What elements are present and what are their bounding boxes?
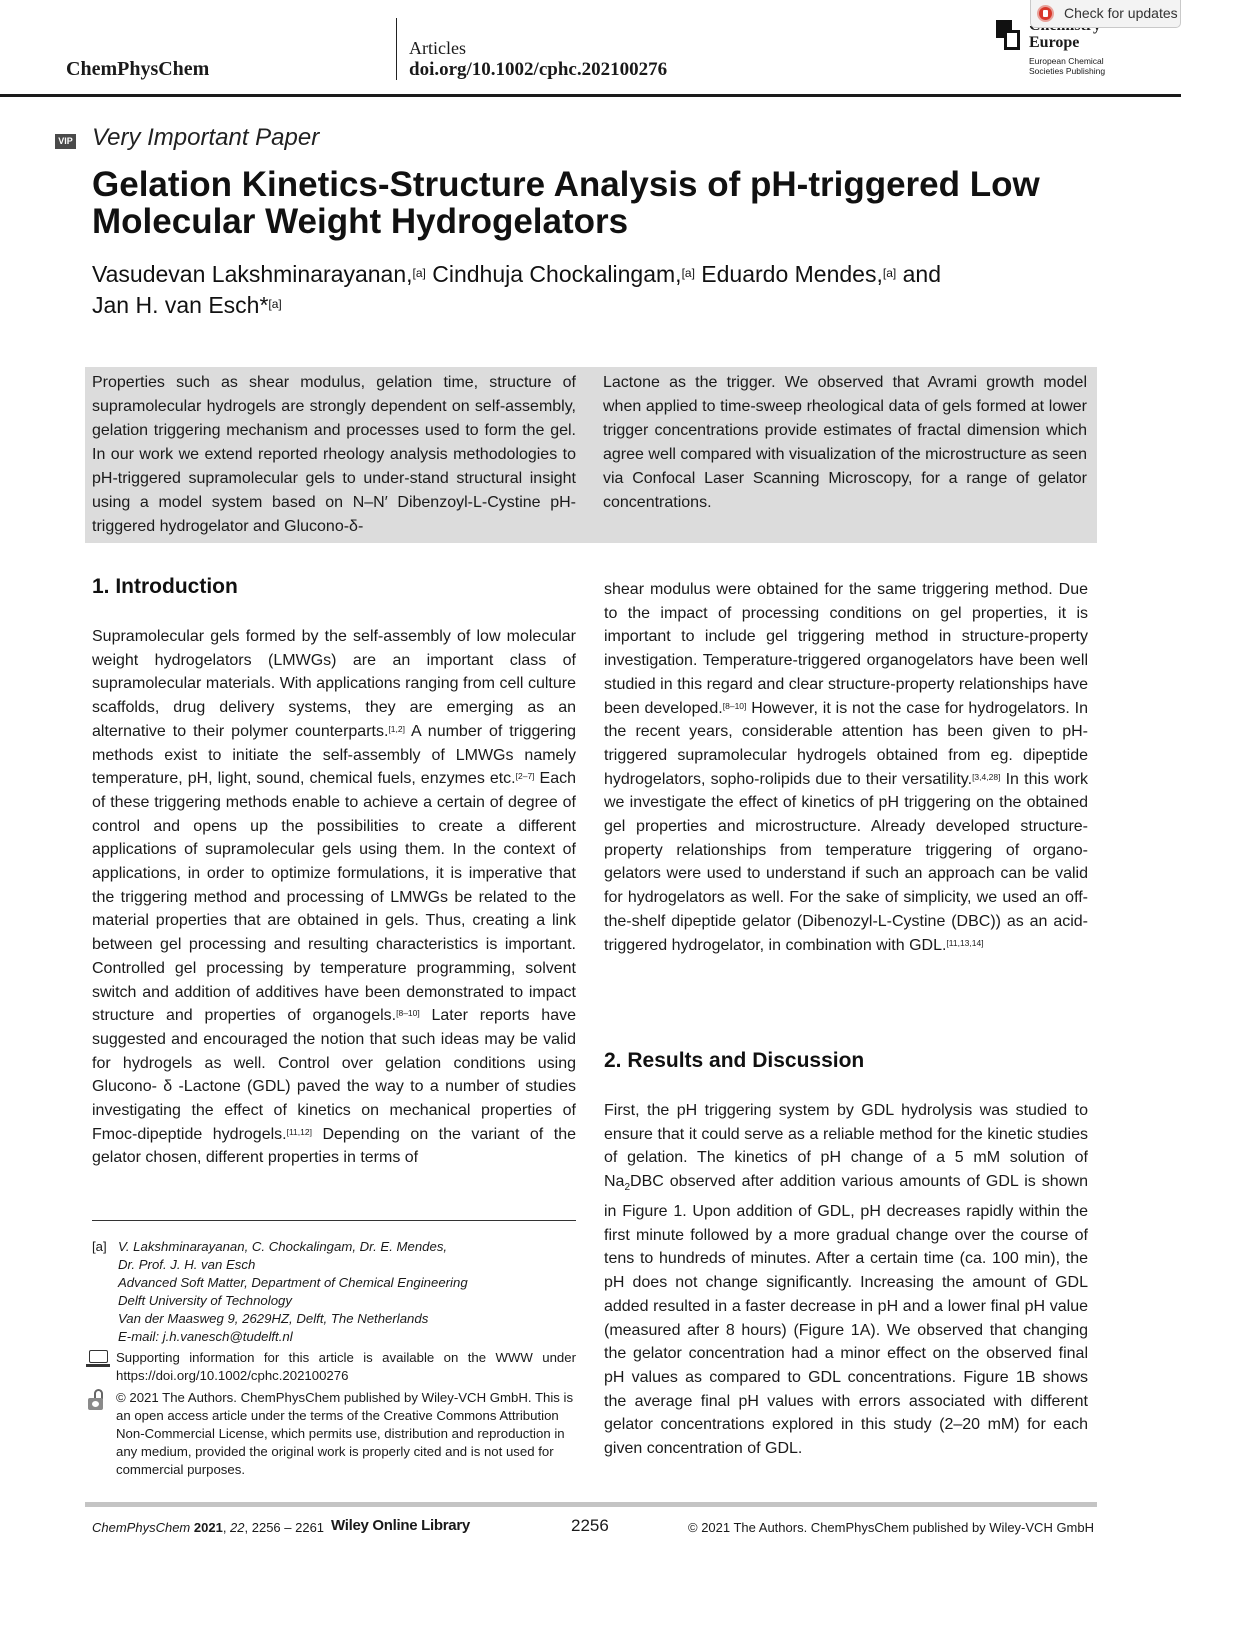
section-label: Articles — [409, 38, 466, 58]
supporting-info-text[interactable]: Supporting information for this article is available on the WWW under https://doi.org/10.1002/cphc.202100276 — [116, 1350, 576, 1383]
author-conjunction: and — [902, 261, 941, 287]
citation-ref[interactable]: [11,13,14] — [946, 937, 984, 948]
intro-paragraph-left: Supramolecular gels formed by the self-assembly of low molecular weight hydrogelators (LMWGs) are an important class of supramolecular materials. With applications ranging from cell culture scaffolds, drug delivery systems, they are emerging as an alternative to their polymer counterparts.[1,2] A number of triggering methods exist to initiate the self-assembly of LMWGs namely temperature, pH, light, sound, chemical fuels, enzymes etc.[2–7] Each of these triggering methods enable to achieve a certain of degree of control and opens up the possibilities to create a different applications of supramolecular gels using them. In the context of applications, in order to optimize formulations, it is imperative that the triggering method and processing of LMWGs be related to the material properties that are obtained in gels. Thus, creating a link between gel processing and resulting characteristics is important. Controlled gel processing by temperature programming, solvent switch and addition of additives have been demonstrated to impact structure and properties of organogels.[8–10] Later reports have suggested and encouraged the notion that such ideas may be valid for hydrogels as well. Control over gelation conditions using Glucono- δ -Lactone (GDL) paved the way to a number of studies investigating the effect of kinetics on mechanical properties of Fmoc-dipeptide hydrogels.[11,12] Depending on the variant of the gelator chosen, different properties in terms of — [92, 628, 577, 1167]
intro-paragraph-right: shear modulus were obtained for the same triggering method. Due to the impact of processing conditions on gel properties, it is important to include gel triggering method in structure-property investigation. Temperature-triggered organogelators have been well studied in this regard and clear structure-property relationships have been developed.[8–10] However, it is not the case for hydrogelators. In the recent years, considerable attention has been given to pH-triggered supramolecular hydrogels obtained from eg. dipeptide hydrogelators, sopho-rolipids due to their versatility.[3,4,28] In this work we investigate the effect of kinetics of pH triggering on the obtained gel properties and microstructure. Already developed structure-property relationships from temperature triggering of organo-gelators were used to understand if such an approach can be valid for hydrogelators as well. For the sake of simplicity, we used an off-the-shelf dipeptide gelator (Dibenozyl-L-Cystine (DBC)) as an acid-triggered hydrogelator, in combination with GDL.[11,13,14] — [604, 581, 1089, 954]
open-access-text: © 2021 The Authors. ChemPhysChem published by Wiley-VCH GmbH. This is an open access article under the terms of the Creative Commons Attribution Non-Commercial License, which permits use, distribution and reproduction in any medium, provided the original work is properly cited and is not used for commercial purposes. — [116, 1390, 574, 1477]
author-affiliation-mark: [a] — [681, 266, 695, 280]
vip-badge: VIP — [55, 134, 76, 149]
author-email[interactable]: E-mail: j.h.vanesch@tudelft.nl — [118, 1329, 293, 1344]
citation-ref[interactable]: [2–7] — [515, 771, 535, 782]
footnote-rule — [92, 1220, 576, 1221]
affiliation-label: [a] — [92, 1239, 107, 1254]
abstract-column-1: Properties such as shear modulus, gelation time, structure of supramolecular hydrogels are strongly dependent on self-assembly, gelation triggering mechanism and processes used to form the gel. In our work we extend reported rheology analysis methodologies to pH-triggered supramolecular gels to under-stand structural insight using a model system based on N–N′ Dibenzoyl-L-Cystine pH-triggered hydrogelator and Glucono-δ- — [92, 374, 576, 535]
logo-name-line2: Europe — [1029, 34, 1080, 51]
citation-ref[interactable]: [11,12] — [286, 1126, 312, 1137]
author-name[interactable]: Eduardo Mendes, — [701, 261, 883, 287]
affiliation-line: Van der Maasweg 9, 2629HZ, Delft, The Netherlands — [118, 1311, 429, 1326]
doi-link[interactable]: doi.org/10.1002/cphc.202100276 — [409, 59, 668, 80]
check-for-updates-button[interactable] — [1030, 0, 1181, 28]
affiliation-line: Dr. Prof. J. H. van Esch — [118, 1257, 256, 1272]
author-affiliation-mark: [a] — [882, 266, 897, 280]
citation-ref[interactable]: [1,2] — [388, 723, 405, 734]
results-paragraph: First, the pH triggering system by GDL hydrolysis was studied to ensure that it could serve as a reliable method for the kinetic studies of gelation. The kinetics of pH change of a 5 mM solution of $Na_2DBC$ observed after addition various amounts of GDL is shown in Figure 1. Upon addition of GDL, pH decreases rapidly within the first minute followed by a more gradual change over the course of tens to hundreds of minutes. After a certain time (ca. 100 min), the pH does not change significantly. Increasing the amount of GDL added resulted in a faster decrease in pH and a lower final pH value (measured after 8 hours) (Figure 1A). We observed that changing the gelator concentration had a minor effect on the observed final pH values as compared to GDL concentrations. Figure 1B shows the average final pH values with errors associated with different gelator concentrations explored in this study (2–20 mM) for each given concentration of GDL. — [604, 1102, 1088, 1458]
article-title: Gelation Kinetics-Structure Analysis of pH-triggered Low Molecular Weight Hydrogelators — [92, 165, 1040, 241]
author-affiliation-mark: [a] — [268, 297, 282, 311]
open-access-lock-icon — [88, 1389, 108, 1411]
journal-name: ChemPhysChem — [66, 58, 210, 80]
abstract-column-2: Lactone as the trigger. We observed that Avrami growth model when applied to time-sweep rheological data of gels formed at lower trigger concentrations provide estimates of fractal dimension which agree well compared with visualization of the microstructure as seen via Confocal Laser Scanning Microscopy, for a range of gelator concentrations. — [603, 374, 1087, 511]
author-affiliation-mark: [a] — [412, 266, 426, 280]
computer-icon — [89, 1350, 108, 1363]
wiley-online-library-link[interactable]: Wiley Online Library — [331, 1517, 470, 1534]
footer-copyright: © 2021 The Authors. ChemPhysChem published by Wiley-VCH GmbH — [688, 1520, 1095, 1535]
affiliation-line: Delft University of Technology — [118, 1293, 292, 1308]
header-divider — [396, 18, 397, 80]
citation-ref[interactable]: [8–10] — [396, 1008, 420, 1019]
article-category: Very Important Paper — [92, 124, 320, 151]
author-name[interactable]: Jan H. van Esch* — [92, 292, 269, 318]
author-name[interactable]: Vasudevan Lakshminarayanan, — [92, 261, 413, 287]
author-list — [92, 259, 1092, 321]
affiliation-line: Advanced Soft Matter, Department of Chemical Engineering — [118, 1275, 468, 1290]
header-rule — [0, 94, 1181, 97]
chemistry-europe-logo-icon — [996, 20, 1022, 50]
logo-tagline: European Chemical Societies Publishing — [1029, 56, 1106, 76]
footer-bar — [85, 1502, 1097, 1507]
crossmark-icon — [1037, 5, 1054, 22]
affiliation-line: V. Lakshminarayanan, C. Chockalingam, Dr. E. Mendes, — [118, 1239, 448, 1254]
citation-ref[interactable]: [8–10] — [722, 700, 747, 711]
abstract-box — [85, 367, 1097, 543]
author-name[interactable]: Cindhuja Chockalingam, — [432, 261, 682, 287]
section-heading-results: 2. Results and Discussion — [604, 1049, 865, 1072]
citation-ref[interactable]: [3,4,28] — [972, 771, 1001, 782]
page-number: 2256 — [571, 1516, 609, 1535]
check-for-updates-label: Check for updates — [1064, 5, 1178, 21]
footer-citation: ChemPhysChem 2021, 22, 2256 – 2261 — [92, 1520, 325, 1535]
section-heading-introduction: 1. Introduction — [92, 575, 238, 598]
